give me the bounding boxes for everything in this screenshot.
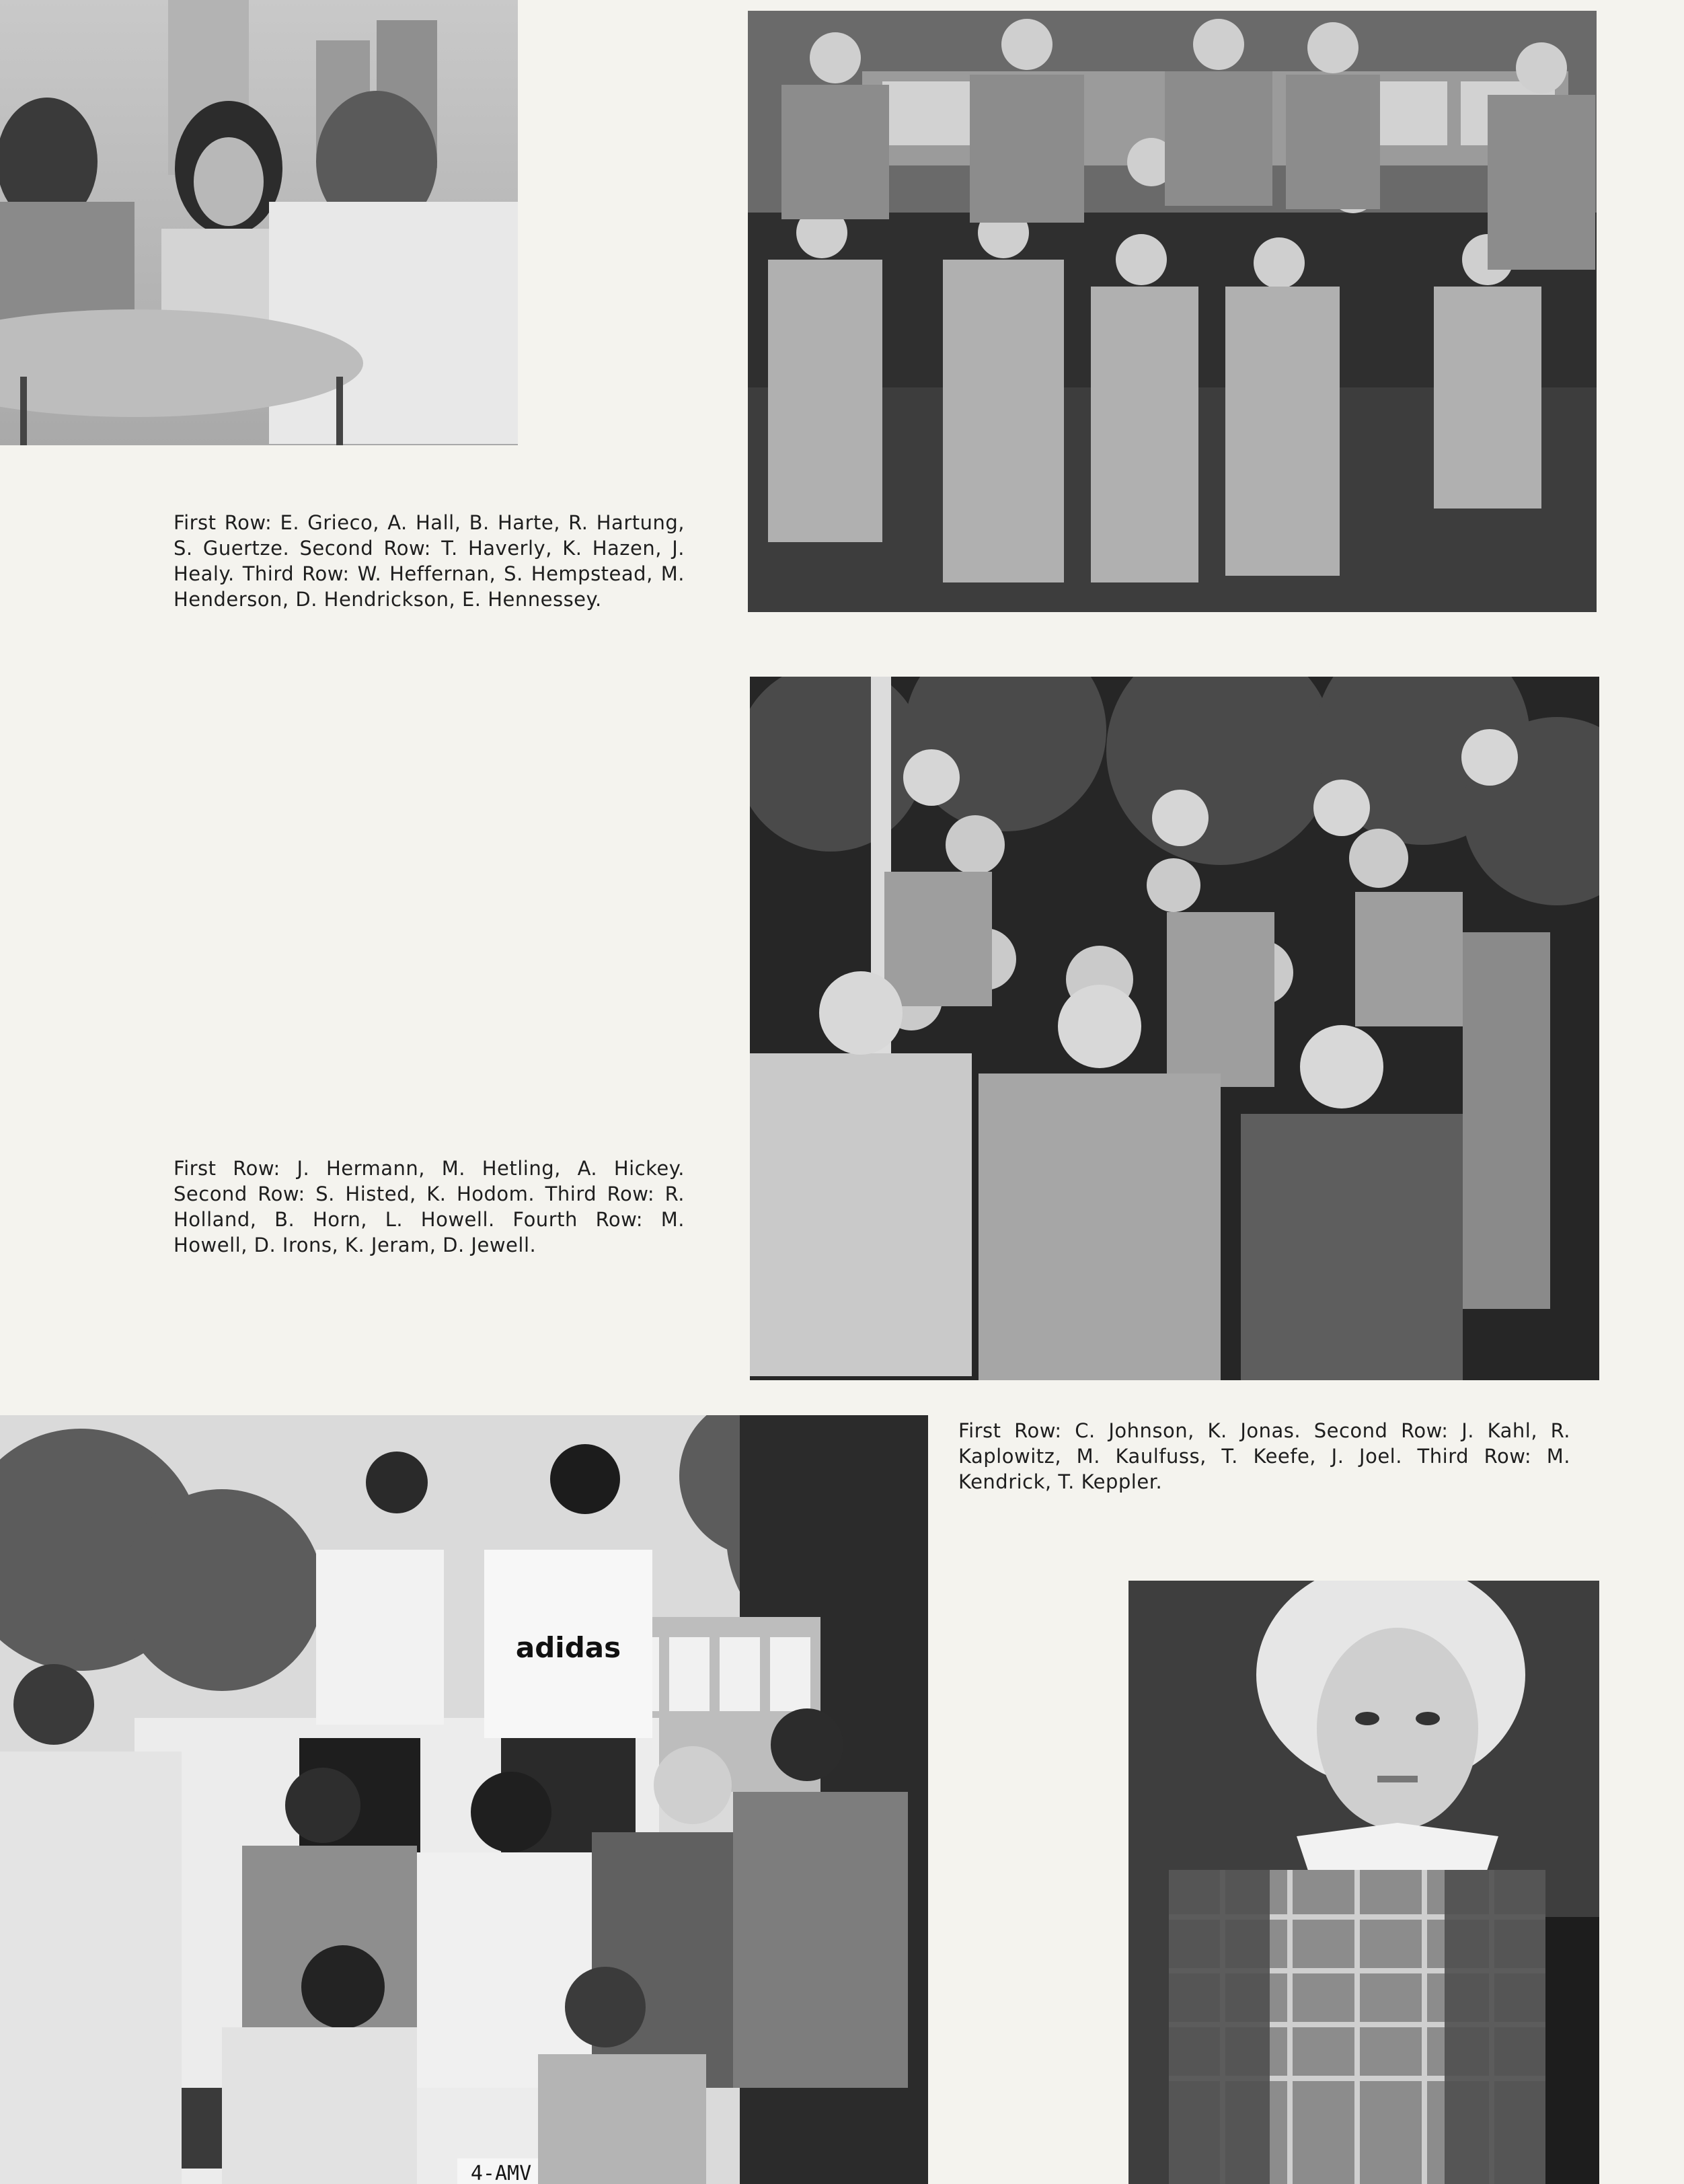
shirt-logo-text: adidas	[515, 1631, 621, 1664]
photo-group-building-image	[748, 11, 1597, 612]
photo-cafeteria-table	[0, 0, 518, 445]
ghost-text-1	[928, 626, 1533, 652]
photo-group-trees-image	[750, 677, 1599, 1380]
license-plate-text: 4-AMV	[470, 2162, 532, 2184]
photo-group-building	[748, 11, 1597, 612]
photo-group-trees	[750, 677, 1599, 1380]
photo-portrait-closeup	[1128, 1581, 1599, 2184]
caption-group-1: First Row: E. Grieco, A. Hall, B. Harte, R. Hartung, S. Guertze. Second Row: T. Haverly, K. Hazen, J. Healy. Third Row: W. Heffernan, S. Hempstead, M. Henderson, D. Hendrickson, E. Hennessey.	[174, 511, 685, 611]
photo-group-car	[0, 1415, 928, 2184]
photo-group-car-image	[0, 1415, 928, 2184]
caption-group-3: First Row: C. Johnson, K. Jonas. Second Row: J. Kahl, R. Kaplowitz, M. Kaulfuss, T. Keefe, J. Joel. Third Row: M. Kendrick, T. Keppler.	[958, 1419, 1570, 1493]
photo-cafeteria-table-image	[0, 0, 518, 445]
caption-group-2: First Row: J. Hermann, M. Hetling, A. Hickey. Second Row: S. Histed, K. Hodom. Third Row: R. Holland, B. Horn, L. Howell. Fourth Row: M. Howell, D. Irons, K. Jeram, D. Jewell.	[174, 1157, 685, 1256]
photo-portrait-closeup-image	[1128, 1581, 1599, 2184]
